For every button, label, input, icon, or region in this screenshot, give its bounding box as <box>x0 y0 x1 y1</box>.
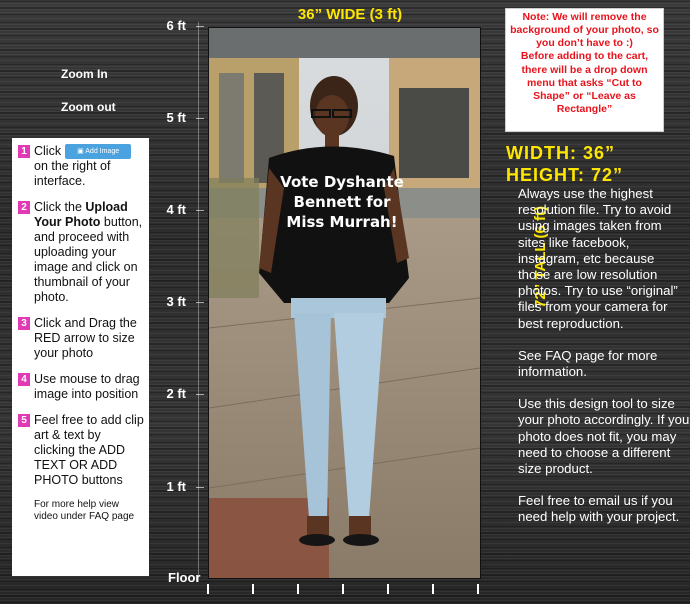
step-text: Click <box>34 144 62 158</box>
dimensions-label <box>506 142 623 186</box>
step-number: 1 <box>18 145 30 158</box>
tick-mark <box>196 26 204 27</box>
ruler-tick-4ft: 4 ft <box>166 202 186 217</box>
height-dimension: HEIGHT: 72” <box>506 165 624 185</box>
info-paragraph: Feel free to email us if you need help with your project. <box>518 493 680 525</box>
upload-photo-label: Upload Your Photo <box>34 200 128 230</box>
step-number: 4 <box>18 373 30 386</box>
overlay-line: Bennett for <box>293 193 391 211</box>
ruler-tick-6ft: 6 ft <box>166 18 186 33</box>
zoom-out-button[interactable]: Zoom out <box>61 100 116 114</box>
info-paragraph: Use this design tool to size your photo accordingly. If you photo does not fit, you may need to choose a different size product. <box>518 396 690 477</box>
step-2 <box>18 200 145 305</box>
floor-label: Floor <box>168 570 201 585</box>
step-text: Use mouse to drag image into position <box>34 372 140 402</box>
width-tick <box>207 584 209 594</box>
step-4 <box>18 372 145 402</box>
overlay-line: Miss Murrah! <box>286 213 398 231</box>
step-text: Click and Drag the RED arrow to size your photo <box>34 316 137 361</box>
step-number: 5 <box>18 414 30 427</box>
note-line: Note: We will remove the background of your photo, so you don’t have to :) <box>510 11 659 50</box>
ruler-tick-3ft: 3 ft <box>166 294 186 309</box>
zoom-in-button[interactable]: Zoom In <box>61 67 108 81</box>
photo-canvas[interactable] <box>208 27 481 579</box>
width-label: 36” WIDE (3 ft) <box>297 6 403 23</box>
step-number: 3 <box>18 317 30 330</box>
background-removal-note <box>505 8 664 132</box>
step-text: Click the <box>34 200 86 215</box>
step-1 <box>18 144 145 189</box>
help-footnote: For more help view video under FAQ page <box>34 499 135 523</box>
tick-mark <box>196 210 204 211</box>
info-text <box>518 186 690 542</box>
width-tick <box>477 584 479 594</box>
photo-overlay-text <box>262 172 422 232</box>
step-3 <box>18 316 145 361</box>
width-tick <box>432 584 434 594</box>
person-photo-image <box>209 28 480 578</box>
tick-mark <box>196 302 204 303</box>
width-tick <box>342 584 344 594</box>
step-text: Feel free to add clip art & text by clicking the ADD TEXT OR ADD PHOTO buttons <box>34 413 144 488</box>
width-tick <box>297 584 299 594</box>
ruler-tick-5ft: 5 ft <box>166 110 186 125</box>
tick-mark <box>196 487 204 488</box>
step-number: 2 <box>18 201 30 214</box>
info-paragraph: See FAQ page for more information. <box>518 347 658 380</box>
tick-mark <box>196 394 204 395</box>
height-label: 72” TALL (6 ft) <box>532 206 549 308</box>
width-dimension: WIDTH: 36” <box>506 143 615 163</box>
overlay-line: Vote Dyshante <box>280 173 404 191</box>
add-image-button[interactable]: ▣ Add Image <box>65 144 131 159</box>
info-paragraph: Always use the highest resolution file. Try to avoid using images taken from sites like facebook, instagram, etc because those are low resolution photos. Try to use “original” files from your camera for best reproduction. <box>518 186 678 331</box>
note-line: Before adding to the cart, there will be a drop down menu that asks “Cut to Shape” or “Leave as Rectangle” <box>520 50 649 115</box>
ruler-tick-1ft: 1 ft <box>166 479 186 494</box>
width-tick <box>387 584 389 594</box>
tick-mark <box>196 118 204 119</box>
instructions-panel <box>12 138 149 576</box>
step-5 <box>18 413 145 488</box>
step-text: button, and proceed with uploading your image and click on thumbnail of your photo. <box>34 215 143 305</box>
width-tick <box>252 584 254 594</box>
ruler-tick-2ft: 2 ft <box>166 386 186 401</box>
step-text: on the right of interface. <box>34 159 111 189</box>
